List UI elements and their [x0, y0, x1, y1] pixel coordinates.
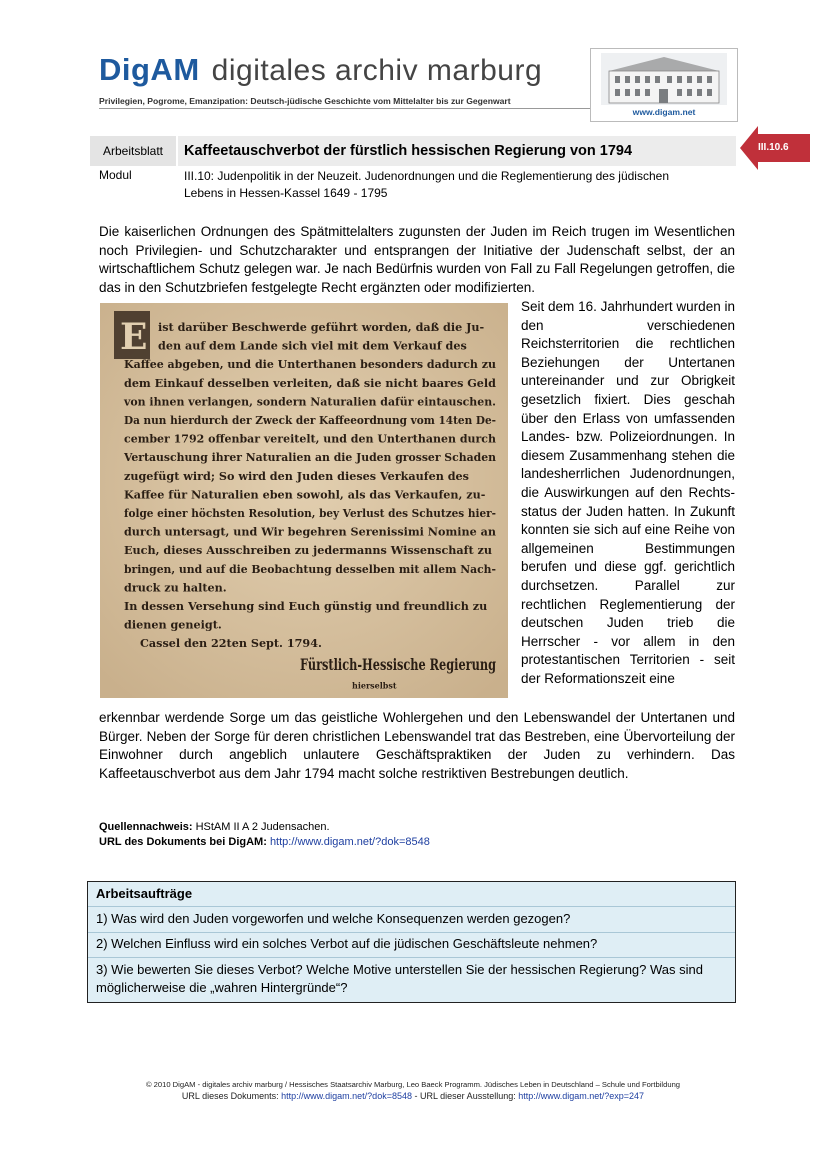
document-line: Fürstlich-Hessische Regierung [300, 654, 497, 674]
document-line: cember 1792 offenbar vereitelt, und den Unterthanen durch [124, 431, 496, 446]
archive-logo[interactable] [590, 48, 738, 122]
document-scan [100, 303, 508, 698]
footer-urls [0, 1091, 826, 1101]
header-divider [99, 108, 595, 109]
worksheet-title: Kaffeetauschverbot der fürstlich hessischen Regierung von 1794 [178, 136, 736, 166]
document-line: den auf dem Lande sich viel mit dem Verkauf des [158, 338, 467, 353]
document-line: In dessen Versehung sind Euch günstig und freundlich zu [124, 599, 488, 613]
source-label: Quellennachweis: [99, 821, 193, 833]
document-line: hierselbst [352, 680, 397, 691]
document-line: druck zu halten. [124, 580, 227, 595]
module-tag-label: III.10.6 [758, 142, 789, 153]
worksheet-title-row [90, 136, 736, 166]
document-line: Kaffee für Naturalien eben sowohl, als das Verkaufen, zu- [124, 487, 486, 502]
modul-label: Modul [99, 168, 132, 182]
side-paragraph: Seit dem 16. Jahrhundert wurden in den verschiedenen Reichsterritorien die rechtlichen Beziehungen der Untertanen untereinander und zur Obrigkeit gesetzlich fixiert. Dies geschah über den Erlass von umfassenden Landes- bzw. Polizeiordnungen. In diesem Zusammenhang stehen die landesherrlichen Judenordnungen, die Auswirkungen auf den Rechtsstatus der Juden hatten. In Zukunft konnten sie sich auf eine Reihe von allgemeinen Bestimmungen berufen und diese ggf. gerichtlich durchsetzen. Parallel zur rechtlichen Reglementierung der deutschen Juden trieb die Herrscher - vor allem in den protestantischen Territorien - seit der Reformationszeit eine [521, 299, 735, 686]
closing-paragraph: erkennbar werdende Sorge um das geistliche Wohlergehen und den Lebenswandel der Untertanen und Bürger. Neben der Sorge für deren christlichen Lebenswandel trat das Bestreben, eine Übervorteilung der Einwohner durch angeblich unlautere Geschäftspraktiken der Juden zu verhindern. Das Kaffeetauschverbot aus dem Jahr 1794 macht solche restriktiven Bestrebungen deutlich. [99, 710, 735, 781]
document-line: zugefügt wird; So wird den Juden dieses Verkaufen des [124, 468, 469, 483]
tasks-divider [88, 957, 735, 958]
brand-name: DigAM [99, 52, 200, 87]
site-tagline: Privilegien, Pogrome, Emanzipation: Deutsch-jüdische Geschichte vom Mittelalter bis zur Gegenwart [99, 96, 511, 106]
site-brand [99, 52, 542, 88]
intro-paragraph: Die kaiserlichen Ordnungen des Spätmittelalters zugunsten der Juden im Reich trugen im Wesentlichen noch Privilegien- und Schutzcharakter und entsprangen der Initiative der Judenschaft selbst, der an wirtschaftlichem Schutz gelegen war. Je nach Bedürfnis wurden von Fall zu Fall Regelungen getroffen, die das in den Schutzbriefen festgelegte Recht ergänzten oder modifizierten. [99, 224, 735, 295]
task-item-1: 1) Was wird den Juden vorgeworfen und welche Konsequenzen werden gezogen? [96, 911, 571, 926]
modul-text [184, 168, 720, 202]
task-item-3: 3) Wie bewerten Sie dieses Verbot? Welche Motive unterstellen Sie der hessischen Regierung? Was sind möglicherweise die „wahren Hintergründe“? [96, 962, 703, 995]
footer-url-label: URL dieses Dokuments: [181, 1091, 279, 1101]
source-value: HStAM II A 2 Judensachen. [195, 821, 330, 833]
modul-line-1: III.10: Judenpolitik in der Neuzeit. Judenordnungen und die Reglementierung des jüdischen [184, 169, 669, 183]
document-url-label: URL des Dokuments bei DigAM: [99, 836, 267, 848]
document-url-line [99, 836, 430, 848]
document-line: Cassel den 22ten Sept. 1794. [140, 636, 322, 651]
document-line: Kaffee abgeben, und die Unterthanen besonders dadurch zu [124, 357, 496, 372]
document-line: Euch, dieses Ausschreiben zu jedermanns Wissenschaft zu [124, 543, 493, 558]
modul-line-2: Lebens in Hessen-Kassel 1649 - 1795 [184, 186, 388, 200]
tasks-box [87, 881, 736, 1003]
footer-exhibition-link[interactable]: http://www.digam.net/?exp=247 [518, 1091, 645, 1101]
brand-subtitle: digitales archiv marburg [211, 54, 543, 87]
archive-building-icon [601, 53, 727, 105]
footer-copyright: © 2010 DigAM - digitales archiv marburg / Hessisches Staatsarchiv Marburg, Leo Baeck Programm. Jüdisches Leben in Deutschland – Schule und Fortbildung [145, 1080, 681, 1089]
document-line: ist darüber Beschwerde geführt worden, daß die Ju- [158, 320, 485, 334]
document-url-link[interactable]: http://www.digam.net/?dok=8548 [269, 836, 430, 848]
document-line: folge einer höchsten Resolution, bey Verlust des Schutzes hier- [124, 506, 497, 520]
document-line: dienen geneigt. [124, 617, 222, 632]
source-reference [99, 821, 330, 833]
footer-exhibition-label: - URL dieser Ausstellung: [414, 1091, 516, 1101]
document-line: durch untersagt, und Wir begehren Serenissimi Nomine an [124, 524, 496, 539]
historical-document-image [100, 303, 508, 698]
document-line: Vertauschung ihrer Naturalien an die Juden grosser Schaden [123, 450, 496, 465]
tasks-divider [88, 906, 735, 907]
footer-document-link[interactable]: http://www.digam.net/?dok=8548 [281, 1091, 412, 1101]
document-line: dem Einkauf desselben verleiten, daß sie nicht baares Geld [124, 375, 497, 390]
logo-url[interactable]: www.digam.net [632, 107, 696, 117]
document-line: Da nun hierdurch der Zweck der Kaffeeordnung vom 14ten De- [124, 413, 497, 427]
tasks-divider [88, 932, 735, 933]
task-item-2: 2) Welchen Einfluss wird ein solches Verbot auf die jüdischen Geschäftsleute nehmen? [96, 936, 598, 951]
worksheet-label: Arbeitsblatt [90, 136, 176, 166]
document-line: von ihnen verlangen, sondern Naturalien dafür eintauschen. [123, 394, 496, 409]
tasks-heading: Arbeitsaufträge [96, 886, 193, 901]
svg-text:E: E [120, 316, 148, 358]
document-line: bringen, und auf die Beobachtung desselben mit allem Nach- [124, 561, 497, 576]
